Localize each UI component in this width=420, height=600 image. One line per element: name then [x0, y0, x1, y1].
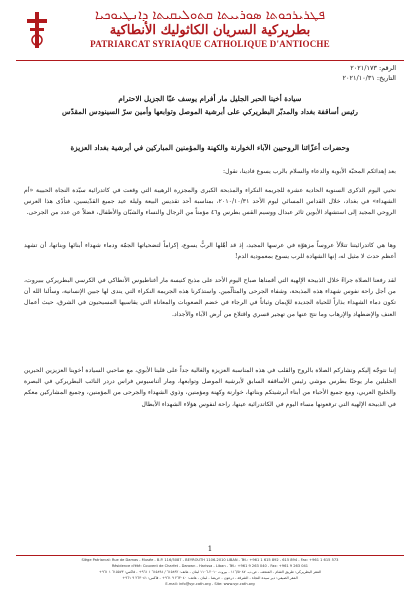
patriarchal-cross-icon [20, 10, 54, 50]
greeting: بعد إهدائكم المحبّة الأبوية والدعاء والسلام بالرب يسوع فادينا، نقول: [223, 168, 396, 175]
header-divider [16, 60, 404, 61]
page-number: 1 [207, 545, 213, 553]
paragraph-4: إننا نتوجّه إليكم ونشاركم الصلاة بالروح والقلب في هذه المناسبة العزيزة والغالية جداً على قلبنا الأبوي، مع صاحبي السيادة أخوينا العزيزين الحبرين الجليلين مار يوحنّا بطرس موشي رئيس الأساقفة السابق لأبرشية الموصل وتوابعها، ومار أثناسيوس فراس دردر النائب البطريركي في البصرة والخليج العربي، ومع جميع الأحباء من أبناء أبرشيتكم وبناتها، خوارنة وكهنة ومؤمنين، وذوي الشهداء والجرحى من المؤمنين، وجميع المشاركين معكم في الذبيحة الإلهية التي ترفعونها مساء اليوم في الكاتدرائية عينها، راحة لنفوس هؤلاء الشهداء الأبطال [24, 367, 396, 408]
footer-line-3: المقر البطريركي: طريق الشام - المتحف - ص.ب. ١١٦/٥٠٨٧ - بيروت ٢٠١٠-١١٠٦ لبنان - هاتف: ٦١٥٨٩٢ / ٦١٥٨٩٤ ١ ٩٦١+ - فاكس: ٦١٥٥٧٣ ١ ٩٦١+ [98, 570, 322, 574]
french-title: PATRIARCAT SYRIAQUE CATHOLIQUE D'ANTIOCHE [90, 39, 330, 49]
paragraph-1: نحيي اليوم الذكرى السنوية الحادية عشرة للجريمة النكراء والمذبحة الكبرى والمجزرة الرهيبة التي وقعت في كاتدرائية سيّدة النجاة الحبيبة «أم الشهداء» في بغداد، خلال القداس المسائي ليوم الأحد ٢٠١٠/١٠/٣١، بمناسبة أحد تقديس البيعة وليلة عيد جميع القدّيسين، فتأدّى هذا العرس الروحي المجيد إلى استشهاد الأبوين ثائر عبدال ووسيم القس بطرس و٤٦ مؤمناً من الرجال والنساء والشبّان والأطفال، فضلاً عن عدد من الجرحى. [24, 187, 396, 217]
footer-line-4: المقر الصيفي: دير سيدة النجاة - الشرفة - درعون - حريصا - لبنان - هاتف: ٢٦٣٠٤٠ ٩ ٩٦١+ - فاكس: ٢٦٣٠٤١ ٩ ٩٦١+ [122, 576, 298, 580]
arabic-title: بطريركية السريان الكاثوليك الأنطاكية [109, 23, 311, 38]
paragraph-3: لقد رفعنا الصلاة جراءً خلال الذبيحة الإلهية التي أقمناها صباح اليوم الأحد على مذبح كنيسة مار أغناطيوس الأنطاكي في الكرسي البطريركي ببيروت، من أجل راحة نفوس شهداء هذه المذبحة، وشفاء الجرحى والمتألّمين. واستذكرنا هذه الجريمة النكراء التي يندى لها جبين الإنسانية، وسألنا الله أن تكون دماء الشهداء بذاراً للحياة الجديدة للإيمان وثباتاً في الرجاء في خضم الصعوبات والمعاناة التي يقاسيها المسيحيون في الشرق، حيث أعمال العنف والإضطهاد والإرهاب وما نتج عنها من تهجير قسري واقتلاع من أرض الآباء والأجداد. [24, 277, 396, 318]
footer-line-5: E-mail: info@syr-cath.org - Site: www.syr-cath.org [165, 582, 255, 586]
addressee-line-1: سيادة أخينا الحبر الجليل مار أفرام يوسف عبّا الجزيل الاحترام [118, 94, 302, 103]
letterhead [0, 8, 420, 50]
reference-number: الرقم: ٢٠٢١/١٧٣ [350, 64, 396, 72]
syriac-title: ܦܛܪܝܪܟܘܬܐ ܣܘܪܝܝܬܐ ܩܬܘܠܝܩܝܬܐ ܕܐܢܛܝܘܟܝܐ [95, 8, 325, 23]
footer-divider [16, 555, 404, 556]
addressee-line-2: رئيس أساقفة بغداد والمدبّر البطريركي على أبرشية الموصل وتوابعها وأمين سرّ السينودس المقدّس [61, 107, 359, 116]
addressee-line-3: وحضرات أعزّائنا الروحيين الآباء الخوارنة والكهنة والمؤمنين المباركين في أبرشية بغداد العزيزة [70, 143, 350, 152]
footer-line-2: Résidence d'été: Couvent de Charfet - Darown - Harissa - Liban - Tél.: +961 9 263 040 - Fax: +961 9 263 041 [111, 564, 309, 568]
reference-date: التاريخ: ٢٠٢١/١٠/٣١ [342, 74, 396, 82]
paragraph-2: وها هي كاتدرائيتنا تتلألأ عروساً مزهوّة في عرسها المجيد، إذ قد أهّلها الربُّ يسوع، إكراماً لتضحياتها الجمّة ودماء شهداء أبنائها وبناتها، أن تشهد أعظم حدث لا مثيل له، إنها الشهادة للرب يسوع بمعمودية الدم! [24, 242, 396, 261]
footer-line-1: Siège Patriarcal: Rue de Damas - Musée - B.P. 116/5087 - BEYROUTH 1106-2010 LIBAN - Tél.: +961 1 615 892 - 615 894 - Fax: +961 1 615 573 [81, 558, 339, 562]
